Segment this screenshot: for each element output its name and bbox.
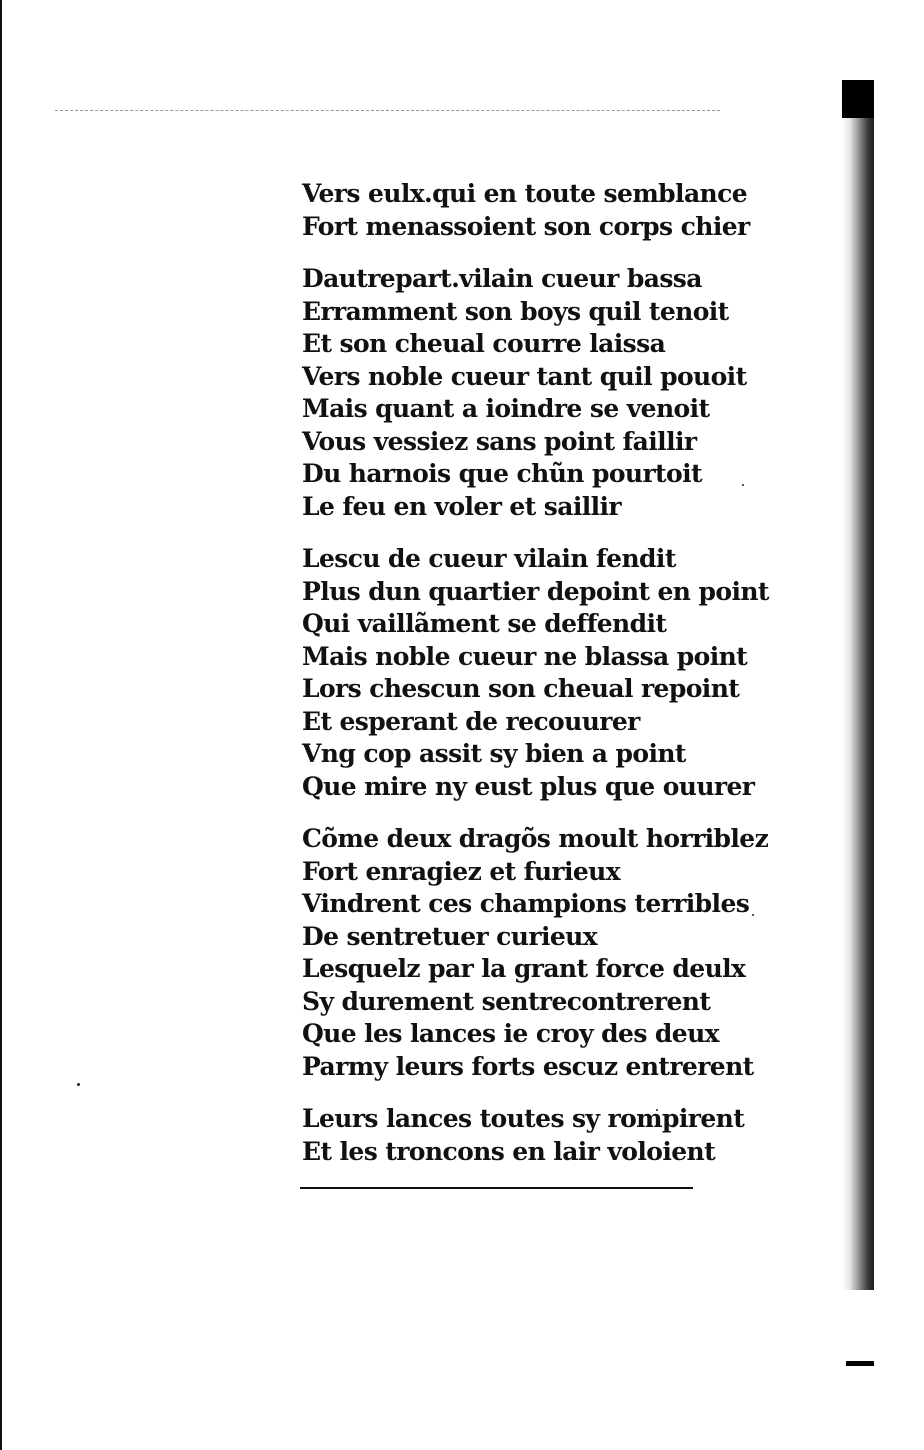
verse-line: Que les lances ie croy des deux bbox=[302, 1019, 719, 1048]
verse-line: Mais noble cueur ne blassa point bbox=[302, 641, 748, 671]
verse-line: Le feu en voler et saillir bbox=[302, 491, 621, 521]
binding-edge bbox=[842, 80, 874, 1290]
ink-speck bbox=[77, 1083, 80, 1086]
verse-line: Lors chescun son cheual repoint bbox=[302, 674, 740, 703]
verse-line: Vous vessiez sans point faillir bbox=[302, 426, 697, 456]
verse-line: De sentretuer curieux bbox=[302, 921, 598, 951]
verse-line: Vindrent ces champions terribles bbox=[302, 889, 750, 918]
verse-line: Dautrepart.vilain cueur bassa bbox=[302, 264, 702, 293]
stanza bbox=[302, 1103, 772, 1168]
binding-cap bbox=[842, 80, 874, 118]
verse-line: Vng cop assit sy bien a point bbox=[302, 739, 686, 768]
verse-line: Plus dun quartier depoint en point bbox=[302, 576, 769, 606]
verse-line: Sy durement sentrecontrerent bbox=[302, 986, 711, 1016]
verse-line: Du harnois que chũn pourtoit bbox=[302, 459, 702, 488]
verse-line: Fort enragiez et furieux bbox=[302, 856, 621, 886]
verse-line: Parmy leurs forts escuz entrerent bbox=[302, 1051, 754, 1081]
verse-line: Cõme deux dragõs moult horriblez bbox=[302, 824, 769, 853]
final-line-underline bbox=[300, 1187, 693, 1189]
stanza bbox=[302, 263, 772, 523]
verse-line: Lescu de cueur vilain fendit bbox=[302, 544, 676, 573]
verse-line: Lesquelz par la grant force deulx bbox=[302, 954, 746, 983]
verse-line: Et son cheual courre laissa bbox=[302, 329, 666, 358]
verse-line: Mais quant a ioindre se venoit bbox=[302, 394, 710, 423]
verse-line: Fort menassoient son corps chier bbox=[302, 211, 750, 241]
stanza bbox=[302, 823, 772, 1083]
top-rule bbox=[55, 110, 720, 111]
stanza bbox=[302, 178, 772, 243]
binding-tab bbox=[846, 1361, 874, 1366]
stanza bbox=[302, 543, 772, 803]
verse-line: Et les troncons en lair voloient bbox=[302, 1136, 716, 1166]
verse-line: Et esperant de recouurer bbox=[302, 706, 640, 736]
verse-line: Erramment son boys quil tenoit bbox=[302, 296, 729, 326]
verse-line: Leurs lances toutes sy rompirent bbox=[302, 1104, 745, 1133]
verse-line: Vers eulx.qui en toute semblance bbox=[302, 179, 748, 208]
page-left-border bbox=[0, 0, 2, 1450]
verse-line: Qui vaillãment se deffendit bbox=[302, 609, 667, 638]
verse-line: Que mire ny eust plus que ouurer bbox=[302, 771, 755, 801]
verse-line: Vers noble cueur tant quil pouoit bbox=[302, 361, 747, 391]
poem-text bbox=[302, 178, 772, 1188]
